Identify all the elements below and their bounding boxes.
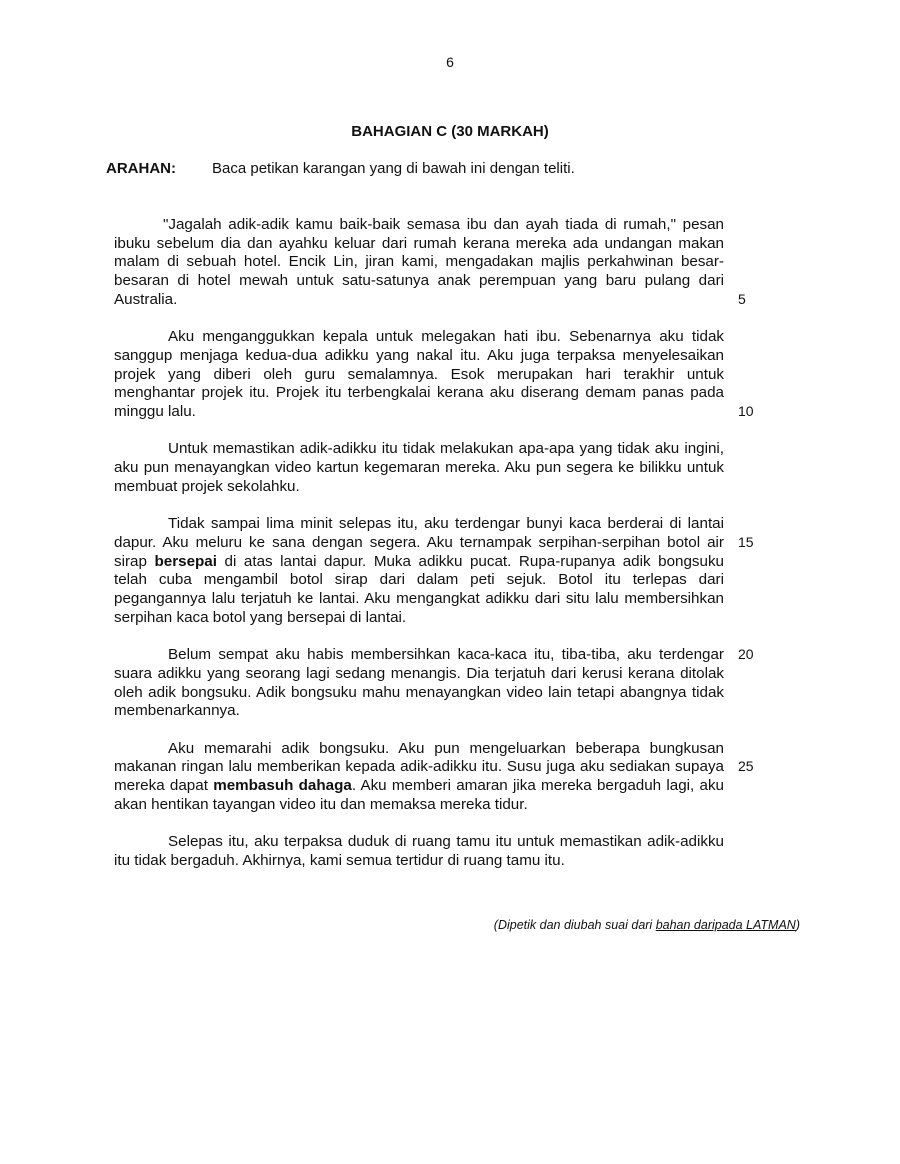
page-number: 6 — [446, 54, 454, 70]
paragraph-4-text-a: Tidak sampai lima minit selepas itu, aku terdengar bunyi kaca berderai di lantai dapur. Aku meluru ke sana dengan segera. Aku ternampak serpihan-serpihan botol air sirap — [114, 515, 724, 570]
line-number-25: 25 — [738, 758, 754, 774]
source-suffix: ) — [795, 918, 800, 932]
source-underlined: bahan daripada LATMAN — [655, 918, 796, 932]
source-prefix: (Dipetik dan diubah suai dari — [493, 918, 656, 932]
highlight-bersepai: bersepai — [154, 552, 217, 570]
instruction — [106, 160, 575, 177]
paragraph-3: Untuk memastikan adik-adikku itu tidak melakukan apa-apa yang tidak aku ingini, aku pun menayangkan video kartun kegemaran mereka. Aku pun segera ke bilikku untuk membuat projek sekolahku. — [114, 440, 724, 495]
paragraph-6-text-b: . Aku memberi amaran jika mereka bergaduh lagi, aku akan hentikan tayangan video itu dan memaksa mereka tidur. — [114, 777, 725, 813]
line-number-10: 10 — [738, 403, 754, 419]
source-citation — [494, 918, 800, 932]
section-heading: BAHAGIAN C (30 MARKAH) — [351, 123, 549, 140]
paragraph-4 — [114, 515, 724, 627]
paragraph-1: "Jagalah adik-adik kamu baik-baik semasa ibu dan ayah tiada di rumah," pesan ibuku sebelum dia dan ayahku keluar dari rumah kerana mereka ada undangan makan malam di sebuah hotel. Encik Lin, jiran kami, mengadakan majlis perkahwinan besar-besaran di hotel mewah untuk satu-satunya anak perempuan yang baru pulang dari Australia. — [114, 216, 724, 308]
paragraph-7: Selepas itu, aku terpaksa duduk di ruang tamu itu untuk memastikan adik-adikku itu tidak bergaduh. Akhirnya, kami semua tertidur di ruang tamu itu. — [114, 833, 724, 869]
passage — [114, 216, 724, 889]
paragraph-2: Aku menganggukkan kepala untuk melegakan hati ibu. Sebenarnya aku tidak sanggup menjaga kedua-dua adikku yang nakal itu. Aku juga terpaksa menyelesaikan projek yang diberi oleh guru semalamnya. Esok merupakan hari terakhir untuk menghantar projek itu. Projek itu terbengkalai kerana aku diserang demam panas pada minggu lalu. — [114, 328, 724, 421]
highlight-membasuh-dahaga: membasuh dahaga — [213, 777, 352, 795]
paragraph-6-text-a: Aku memarahi adik bongsuku. Aku pun mengeluarkan beberapa bungkusan makanan ringan lalu memberikan kepada adik-adikku itu. Susu juga aku sediakan supaya mereka dapat — [114, 739, 724, 795]
line-number-5: 5 — [738, 291, 746, 307]
instruction-label: ARAHAN: — [106, 160, 176, 177]
line-number-20: 20 — [738, 646, 754, 662]
paragraph-4-text-b: di atas lantai dapur. Muka adikku pucat. Rupa-rupanya adik bongsuku telah cuba mengambil botol sirap dari dalam peti sejuk. Botol itu terlepas dari pegangannya lalu terjatuh ke lantai. Aku mengangkat adikku dari situ lalu membersihkan serpihan kaca botol yang bersepai di lantai. — [114, 552, 724, 626]
line-number-15: 15 — [738, 534, 754, 550]
paragraph-6 — [114, 740, 724, 815]
paragraph-5: Belum sempat aku habis membersihkan kaca-kaca itu, tiba-tiba, aku terdengar suara adikku yang seorang lagi sedang menangis. Dia terjatuh dari kerusi kerana ditolak oleh adik bongsuku. Adik bongsuku mahu menayangkan video lain tetapi abangnya tidak membenarkannya. — [114, 646, 724, 720]
instruction-text: Baca petikan karangan yang di bawah ini dengan teliti. — [212, 160, 575, 177]
